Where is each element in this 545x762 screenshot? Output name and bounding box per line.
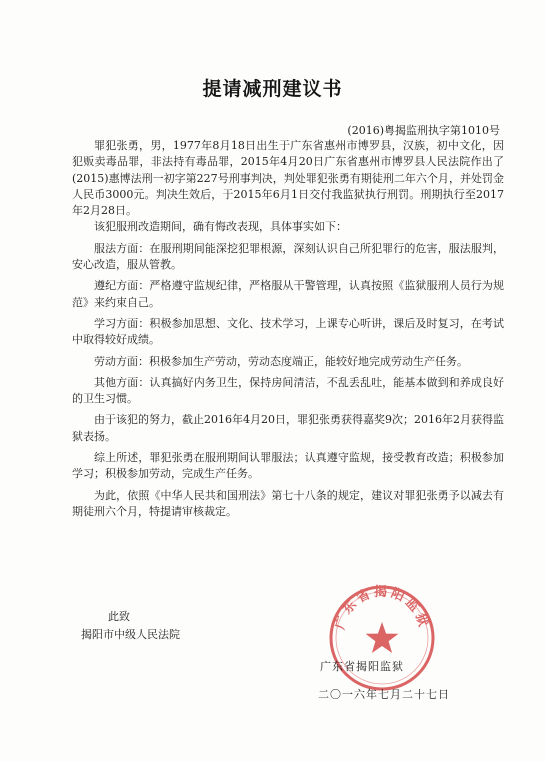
document-date: 二〇一六年七月二十七日 [318,688,450,701]
paragraph-other: 其他方面：认真搞好内务卫生，保持房间清洁，不乱丢乱吐，能基本做到和养成良好的卫生习惯。 [72,375,504,406]
document-body [72,138,504,520]
closing-salutation: 此致 [108,610,130,623]
document-number: (2016)粤揭监刑执字第1010号 [347,124,500,137]
official-seal [326,582,438,694]
paragraph-study: 学习方面：积极参加思想、文化、技术学习，上课专心听讲，课后及时复习，在考试中取得较好成绩。 [72,316,504,347]
paragraph-labor: 劳动方面：积极参加生产劳动，劳动态度端正，能较好地完成劳动生产任务。 [94,354,468,368]
paragraph-proposal: 为此，依照《中华人民共和国刑法》第七十八条的规定，建议对罪犯张勇予以减去有期徒刑六个月，特提请审核裁定。 [72,488,504,518]
seal-text: 广东省揭阳监狱 [332,584,432,632]
document-title: 提请减刑建议书 [202,78,343,100]
paragraph-discipline: 遵纪方面：严格遵守监规纪律，严格服从干警管理，认真按照《监狱服刑人员行为规范》来约束自己。 [72,279,504,309]
seal-star-icon [366,622,399,653]
recipient-court: 揭阳市中级人民法院 [81,628,180,641]
paragraph-rewards: 由于该犯的努力，截止2016年4月20日，罪犯张勇获得嘉奖9次；2016年2月获得监狱表扬。 [72,413,504,443]
issuing-organization: 广东省揭阳监狱 [320,660,404,673]
paragraph-obey-law: 服法方面：在服刑期间能深挖犯罪根源，深刻认识自己所犯罪行的危害，服法服判，安心改造，服从管教。 [72,241,504,272]
paragraph-case-summary: 罪犯张勇，男，1977年8月18日出生于广东省惠州市博罗县，汉族，初中文化，因犯贩卖毒品罪，非法持有毒品罪，2015年4月20日广东省惠州市博罗县人民法院作出了(2015)惠博法刑一初字第227号刑事判决，判处罪犯张勇有期徒刑二年六个月，并处罚金人民币3000元。判决生效后，于2015年6月1日交付我监狱执行刑罚。刑期执行至2017年2月28日。 [72,139,504,218]
paragraph-intro: 该犯服刑改造期间，确有悔改表现，具体事实如下： [94,220,347,234]
paragraph-summary: 综上所述，罪犯张勇在服刑期间认罪服法；认真遵守监规，接受教育改造；积极参加学习；积极参加劳动，完成生产任务。 [72,451,504,481]
